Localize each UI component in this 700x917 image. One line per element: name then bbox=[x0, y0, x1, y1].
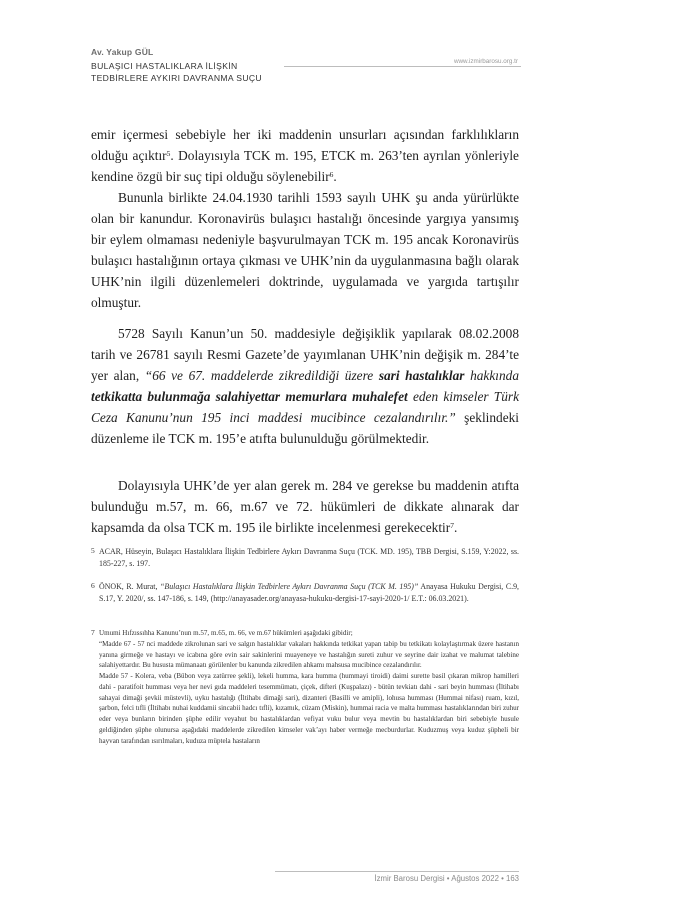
header-title-line-2: TEDBİRLERE AYKIRI DAVRANMA SUÇU bbox=[91, 73, 262, 83]
footer-divider bbox=[275, 871, 519, 872]
footnote-6-source: Anayasa Hukuku Dergisi, C.9, S.17, Y. 2020/, ss. 147-186, s. 149, (http://anayasader.org/anayasa-hukuku-dergisi-17-sayi-2020-1/ E.T.: 06.03.2021). bbox=[99, 582, 519, 603]
header-title-line-1: BULAŞICI HASTALIKLARA İLİŞKİN bbox=[91, 61, 238, 71]
header-divider bbox=[284, 66, 521, 67]
footnote-7-madde-67: “Madde 67 - 57 nci maddede zikrolunan sari ve salgın hastalıklar vakaları hakkında tetkikat yapan tabip bu tetkikatı kolaylaştırmak üzere hastanın yanına girmeğe ve hastayı ve icabına göre evin sair sakinlerini muayeneye ve hastalığın sureti zuhur ve seyrine dair izahat ve malumat talebine salahiyettardır. Bu hususta mümanaatı görülenler bu kanunda zikredilen ahkamı mahsusa mucibince cezalandırılır. bbox=[99, 639, 519, 670]
footnote-5 bbox=[91, 546, 519, 570]
p1-text-b: . Dolayısıyla TCK m. 195, ETCK m. 263’ten ayrılan yönleriyle kendine özgü bir suç tipi olduğu söylenebilir bbox=[91, 148, 519, 184]
footnote-7-number: 7 bbox=[91, 628, 95, 637]
p1-text-c: . bbox=[333, 169, 337, 184]
header-author: Av. Yakup GÜL bbox=[91, 47, 154, 57]
body-paragraph-2 bbox=[91, 187, 519, 313]
footnote-ref-6[interactable]: 6 bbox=[329, 170, 334, 179]
body-paragraph-1 bbox=[91, 124, 519, 187]
p3-quote-a: “66 ve 67. maddelerde zikredildiği üzere bbox=[144, 368, 379, 383]
page-footer: İzmir Barosu Dergisi • Ağustos 2022 • 163 bbox=[374, 874, 519, 883]
footnote-6 bbox=[91, 581, 519, 605]
p3-quote-bold-a: sari hastalıklar bbox=[378, 368, 465, 383]
p1-text-a: emir içermesi sebebiyle her iki maddenin unsurları açısından farklılıkların olduğu açıktır bbox=[91, 127, 519, 163]
p3-quote-b: hakkında bbox=[464, 368, 520, 383]
footnote-ref-5[interactable]: 5 bbox=[166, 149, 171, 158]
header-article-title bbox=[91, 60, 262, 84]
p3-quote-c: eden kimseler Türk Ceza Kanunu’nun 195 inci maddesi mucibince cezalandırılır.” bbox=[91, 389, 519, 425]
footnote-ref-7[interactable]: 7 bbox=[450, 521, 454, 530]
p2-text: Bununla birlikte 24.04.1930 tarihli 1593 sayılı UHK şu anda yürürlükte olan bir kanundur. Koronavirüs bulaşıcı hastalığı öncesinde yargıya yansımış bir eylem olmaması nedeniyle başvurulmayan TCK m. 195 ancak Koronavirüs bulaşıcı hastalığının ortaya çıkması ve UHK’nin da uygulanmasına bağlı olarak UHK’nin ilgili düzenlemeleri doktrinde, uygulamada ve yargıda tartışılır olmuştur. bbox=[91, 190, 519, 310]
footnote-5-text: ACAR, Hüseyin, Bulaşıcı Hastalıklara İlişkin Tedbirlere Aykırı Davranma Suçu (TCK. MD. 195), TBB Dergisi, S.159, Y:2022, ss. 185-227, s. 197. bbox=[99, 547, 519, 568]
p4-text-b: . bbox=[453, 520, 458, 535]
footnote-6-title: “Bulaşıcı Hastalıklara İlişkin Tedbirlere Aykırı Davranma Suçu (TCK M. 195)” bbox=[160, 582, 419, 591]
footnote-7 bbox=[91, 628, 519, 746]
p4-text-a: Dolayısıyla UHK’de yer alan gerek m. 284 ve gerekse bu maddenin atıfta bulunduğu m.57, m. 66, m.67 ve 72. hükümleri de dikkate alınarak dar kapsamda da olsa TCK m. 195 ile birlikte incelenmesi gerekecektir bbox=[91, 478, 519, 535]
header-website-link[interactable]: www.izmirbarosu.org.tr bbox=[453, 58, 518, 65]
footnote-6-author: ÖNOK, R. Murat, bbox=[99, 582, 161, 591]
p3-text-a: 5728 Sayılı Kanun’un 50. maddesiyle değişiklik yapılarak 08.02.2008 tarih ve 26781 sayılı Resmi Gazete’de yayımlanan UHK’nin değişik m. 284’te yer alan, bbox=[91, 326, 519, 383]
running-header bbox=[91, 47, 521, 89]
footnote-5-number: 5 bbox=[91, 546, 95, 555]
body-paragraph-4 bbox=[91, 475, 519, 538]
body-paragraph-3 bbox=[91, 323, 519, 449]
p3-text-g: şeklindeki düzenleme ile TCK m. 195’e atıfta bulunulduğu görülmektedir. bbox=[91, 410, 519, 446]
p3-quote-bold-b: tetkikatta bulunmağa salahiyettar memurlara muhalefet bbox=[91, 389, 408, 404]
footnote-7-madde-57: Madde 57 - Kolera, veba (Bübon veya zatürree şekli), lekeli humma, kara humma (hummayi tiroidi) daimi surette basil çıkaran mikrop hamilleri dahi - paratifoit humması veya her nevi gıda maddeleri tesemmümatı, çiçek, difteri (Kuşpalazı) - bütün tevkiatı dahi - sari beyin humması (İltihabı sahayai dimaği şevkii müstevli), uyku hastalığı (İltihabı dimaği sari), dizanteri (Basilli ve amipli), lohusa humması (Hummai nifası) ruam, kızıl, şarbon, felci tıfli (İltihabı nuhai kuddamii sincabii hadcı tıfli), kızamık, cüzam (Miskin), hummai racia ve malta humması hastalıklarından biri zuhur eder veya bunların birinden şüphe edilir veyahut bu hastalıklardan vefiyat vuku bulur veya mevtin bu hastalıklardan biri sebebiyle husule geldiğinden şüphe olunursa aşağıdaki maddelerde zikredilen kimseler vak’ayı haber vermeğe mecburdurlar. Kuduzmuş veya kuduz şüpheli bir hayvan tarafından ısırılmaları, kuduza müptela hastaların bbox=[99, 672, 519, 745]
footnote-7-intro: Umumi Hıfzıssıhha Kanunu’nun m.57, m.65, m. 66, ve m.67 hükümleri aşağıdaki gibidir; bbox=[99, 629, 353, 637]
footnote-6-number: 6 bbox=[91, 581, 95, 590]
